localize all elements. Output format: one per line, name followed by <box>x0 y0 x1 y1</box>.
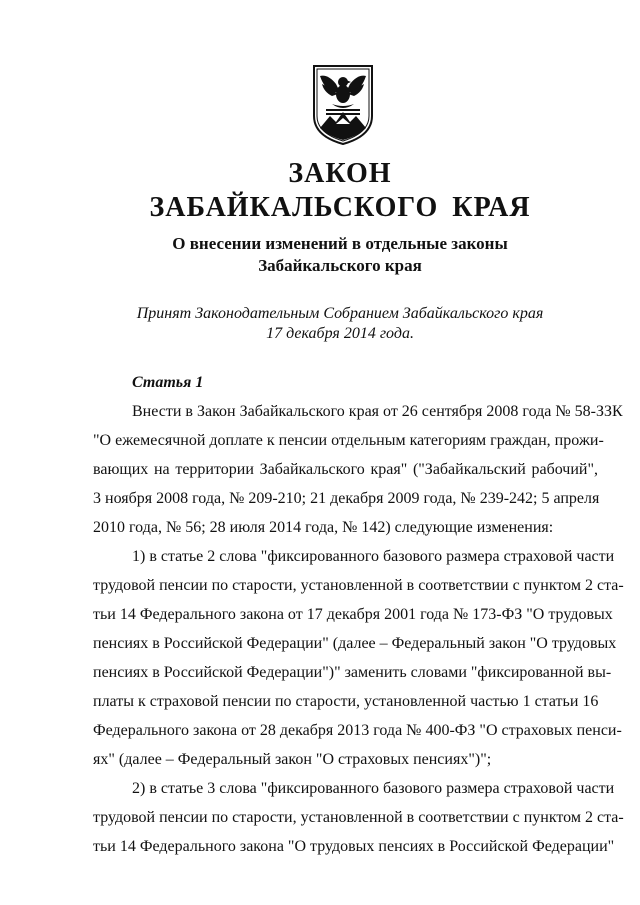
text-line: пенсиях в Российской Федерации" (далее – Федеральный закон "О трудовых <box>93 635 617 652</box>
text-line: "О ежемесячной доплате к пенсии отдельным категориям граждан, прожи- <box>93 432 604 449</box>
text-line: ях" (далее – Федеральный закон "О страховых пенсиях")"; <box>93 751 492 768</box>
subtitle-line: Забайкальского края <box>258 256 422 275</box>
adoption-note <box>0 304 640 344</box>
text-line: пенсиях в Российской Федерации")" заменить словами "фиксированной вы- <box>93 664 612 681</box>
coat-of-arms-icon <box>308 58 378 146</box>
text-line: платы к страховой пенсии по старости, установленной частью 1 статьи 16 <box>93 693 599 710</box>
text-line: 3 ноября 2008 года, № 209-210; 21 декабря 2009 года, № 239-242; 5 апреля <box>93 490 600 507</box>
subtitle-line: О внесении изменений в отдельные законы <box>172 234 508 253</box>
adoption-line: Принят Законодательным Собранием Забайкальского края <box>136 305 544 322</box>
text-line: 1) в статье 2 слова "фиксированного базового размера страховой части <box>132 548 615 565</box>
text-line: 2) в статье 3 слова "фиксированного базового размера страховой части <box>132 780 615 797</box>
adoption-date: 17 декабря 2014 года. <box>266 325 414 342</box>
text-line: 2010 года, № 56; 28 июля 2014 года, № 142) следующие изменения: <box>93 519 554 536</box>
text-line: вающих на территории Забайкальского края" ("Забайкальский рабочий", <box>93 461 598 478</box>
text-line: Федерального закона от 28 декабря 2013 года № 400-ФЗ "О страховых пенси- <box>93 722 622 739</box>
law-subtitle <box>0 233 640 277</box>
text-line: трудовой пенсии по старости, установленной в соответствии с пунктом 2 ста- <box>93 577 624 594</box>
text-line: тьи 14 Федерального закона "О трудовых пенсиях в Российской Федерации" <box>93 838 615 855</box>
text-line: Внести в Закон Забайкальского края от 26 сентября 2008 года № 58-ЗЗК <box>132 403 623 420</box>
article-heading: Статья 1 <box>132 374 204 391</box>
region-title: ЗАБАЙКАЛЬСКОГО КРАЯ <box>149 192 531 223</box>
text-line: тьи 14 Федерального закона от 17 декабря 2001 года № 173-ФЗ "О трудовых <box>93 606 613 623</box>
law-title: ЗАКОН <box>288 158 392 189</box>
text-line: трудовой пенсии по старости, установленной в соответствии с пунктом 2 ста- <box>93 809 624 826</box>
